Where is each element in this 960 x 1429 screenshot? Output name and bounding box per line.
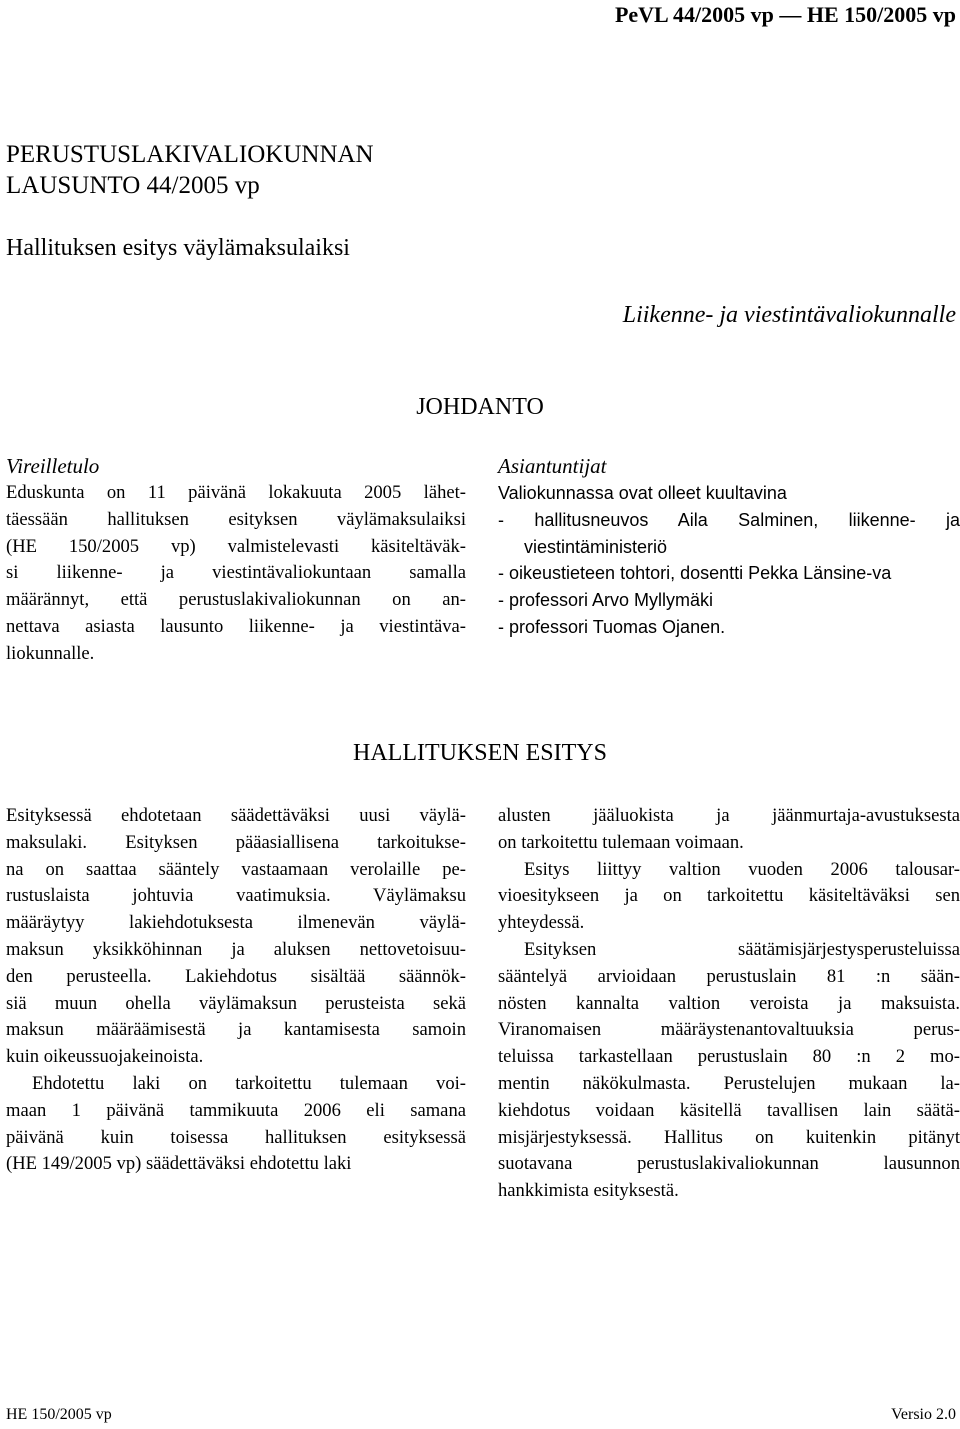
text-line: na on saattaa sääntely vastaamaan verolaille pe- — [6, 858, 466, 880]
running-header: PeVL 44/2005 vp — HE 150/2005 vp — [614, 2, 956, 27]
esitys-paragraph-3 — [498, 803, 960, 857]
text-line: päivänä kuin toisessa hallituksen esityksessä — [6, 1126, 466, 1148]
expert-item: - oikeustieteen tohtori, dosentti Pekka Länsine-va — [498, 563, 892, 584]
text-line: mentin näkökulmasta. Perustelujen mukaan la- — [498, 1072, 960, 1094]
expert-item: - hallitusneuvos Aila Salminen, liikenne- ja viestintäministeriö — [498, 509, 960, 557]
addressee: Liikenne- ja viestintävaliokunnalle — [622, 302, 956, 328]
text-line: maan 1 päivänä tammikuuta 2006 eli samana — [6, 1099, 466, 1121]
text-line: yhteydessä. — [498, 912, 585, 934]
esitys-right-column — [498, 803, 960, 1205]
document-title-line-1: PERUSTUSLAKIVALIOKUNNAN — [6, 141, 374, 168]
text-line: Esityksen säätämisjärjestysperusteluissa — [524, 938, 960, 960]
esitys-paragraph-2 — [6, 1071, 466, 1178]
text-line: teluissa tarkastellaan perustuslain 80 :n 2 mo- — [498, 1046, 960, 1068]
text-line: Viranomaisen määräystenantovaltuuksia perus- — [498, 1019, 960, 1041]
expert-item: - professori Tuomas Ojanen. — [498, 616, 726, 637]
text-line: maksun määräämisestä ja kantamisesta samoin — [6, 1019, 466, 1041]
document-title-line-2: LAUSUNTO 44/2005 vp — [6, 172, 260, 199]
section-heading-johdanto: JOHDANTO — [416, 394, 544, 420]
text-line: maksun yksikköhinnan ja aluksen nettovetoisuu- — [6, 938, 466, 960]
esitys-left-column — [6, 803, 466, 1178]
document-subject: Hallituksen esitys väylämaksulaiksi — [6, 235, 350, 261]
asiantuntijat-subheading: Asiantuntijat — [498, 454, 607, 478]
text-line: täessään hallituksen esityksen väylämaksulaiksi — [6, 508, 466, 530]
text-line: rustuslaista johtuvia vaatimuksia. Väylämaksu — [6, 885, 466, 907]
text-line: den perusteella. Lakiehdotus sisältää säännök- — [6, 965, 466, 987]
text-line: liokunnalle. — [6, 642, 95, 664]
text-line: määrännyt, että perustuslakivaliokunnan on an- — [6, 589, 466, 611]
text-line: suotavana perustuslakivaliokunnan lausunnon — [498, 1153, 960, 1175]
text-line: si liikenne- ja viestintävaliokuntaan samalla — [6, 562, 466, 584]
expert-item: - professori Arvo Myllymäki — [498, 590, 714, 611]
text-line: Ehdotettu laki on tarkoitettu tulemaan voi- — [32, 1072, 466, 1094]
text-line: Esityksessä ehdotetaan säädettäväksi uusi väylä- — [6, 805, 466, 826]
text-line: hankkimista esityksestä. — [498, 1180, 679, 1202]
text-line: alusten jääluokista ja jäänmurtaja-avustuksesta — [498, 805, 960, 826]
asiantuntijat-intro: Valiokunnassa ovat olleet kuultavina — [498, 483, 787, 503]
text-line: kiehdotus voidaan käsitellä tavallisen lain säätä- — [498, 1099, 960, 1121]
text-line: Esitys liittyy valtion vuoden 2006 talousar- — [524, 858, 960, 880]
text-line: misjärjestyksessä. Hallitus on kuitenkin pitänyt — [498, 1126, 960, 1148]
text-line: kuin oikeussuojakeinoista. — [6, 1046, 204, 1068]
section-heading-hallituksen-esitys: HALLITUKSEN ESITYS — [353, 740, 607, 766]
esitys-paragraph-1 — [6, 803, 466, 1071]
asiantuntijat-section — [498, 452, 960, 641]
text-line: (HE 150/2005 vp) valmistelevasti käsiteltäväk- — [6, 535, 466, 557]
footer-left: HE 150/2005 vp — [6, 1406, 112, 1423]
vireilletulo-subheading: Vireilletulo — [6, 454, 100, 478]
vireilletulo-section — [6, 452, 466, 668]
text-line: nösten kannalta valtion veroista ja maksuista. — [498, 992, 960, 1014]
vireilletulo-paragraph — [6, 480, 466, 668]
text-line: vioesitykseen ja on tarkoitettu käsiteltäväksi sen — [498, 885, 960, 907]
text-line: maksulaki. Esityksen pääasiallisena tarkoitukse- — [6, 831, 466, 853]
text-line: siä muun ohella väylämaksun perusteista sekä — [6, 992, 466, 1014]
esitys-paragraph-4 — [498, 857, 960, 937]
text-line: sääntelyä arvioidaan perustuslain 81 :n sään- — [498, 965, 960, 987]
text-line: määräytyy lakiehdotuksesta ilmenevän väylä- — [6, 912, 466, 934]
text-line: Eduskunta on 11 päivänä lokakuuta 2005 lähet- — [6, 482, 466, 503]
text-line: nettava asiasta lausunto liikenne- ja viestintäva- — [6, 615, 466, 637]
text-line: on tarkoitettu tulemaan voimaan. — [498, 831, 744, 853]
footer-right: Versio 2.0 — [891, 1406, 956, 1423]
text-line: (HE 149/2005 vp) säädettäväksi ehdotettu laki — [6, 1153, 352, 1175]
esitys-paragraph-5 — [498, 937, 960, 1205]
expert-list — [498, 507, 960, 641]
